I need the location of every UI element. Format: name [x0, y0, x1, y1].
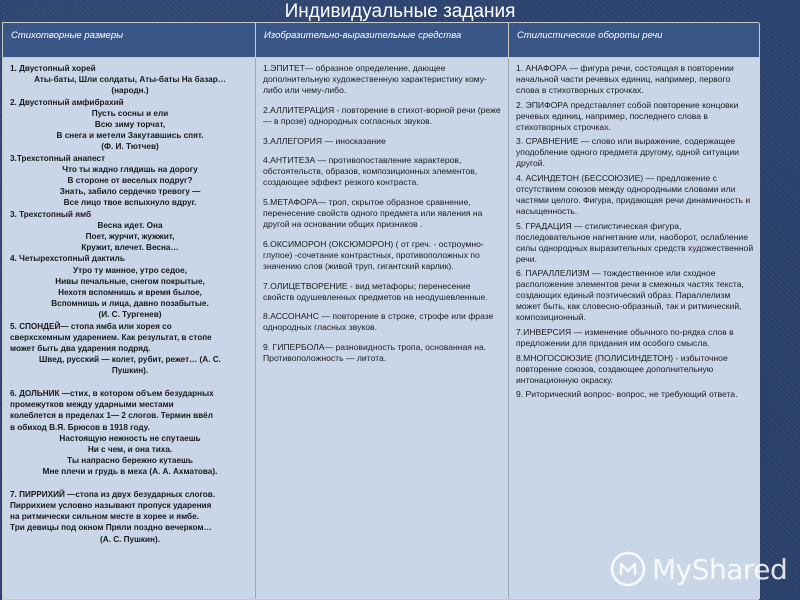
myshared-watermark [610, 538, 800, 600]
meter-line: В снега и метели Закутавшись спят. [56, 131, 204, 141]
meter-line: (И. С. Тургенев) [98, 310, 162, 320]
expressive-means-item: 7.ОЛИЦЕТВОРЕНИЕ - вид метафоры; перенесение свойств одушевленных предметов на неодушевленные. [263, 280, 488, 302]
meter-line: Все лицо твое вспыхнуло вдруг. [63, 198, 197, 208]
meter-line: Нивы печальные, снегом покрытые, [55, 276, 205, 286]
meter-line: может быть два ударения подряд. [10, 344, 151, 354]
stylistic-turn-item: 2. ЭПИФОРА представляет собой повторение концовки речевых единиц, например, последнего слова в стихотворных строчках. [516, 99, 739, 132]
meter-line: Настоящую нежность не спутаешь [59, 433, 201, 443]
meter-line: Знать, забило сердечко тревогу — [59, 187, 201, 197]
meter-line [10, 478, 250, 489]
meter-line: Мне плечи и грудь в меха (А. А. Ахматова). [42, 467, 218, 477]
expressive-means-item: 6.ОКСИМОРОН (ОКСЮМОРОН) ( от греч. - остроумно-глупое) -сочетание контрастных, противоположных по значению слов (живой труп, гигантский карлик). [263, 238, 484, 271]
meter-line: Поет, журчит, жужжит, [85, 232, 175, 242]
meter-line: Вспомнишь и лица, давно позабытые. [51, 299, 209, 309]
meter-line: (А. С. Пушкин). [100, 534, 160, 544]
expressive-means-item: 1.ЭПИТЕТ— образное определение, дающее дополнительную художественную характеристику кому-либо или чему-либо. [263, 63, 487, 95]
meter-line: 6. ДОЛЬНИК —стих, в котором объем безударных [10, 388, 214, 398]
slide-title: Индивидуальные задания [284, 1, 516, 22]
meter-line: Утро ту манное, утро седое, [73, 265, 187, 275]
stylistic-turn-item: 6. ПАРАЛЛЕЛИЗМ — тождественное или сходное расположение элементов речи в смежных частях текста, создающих единый поэтический образ. Параллелизм может быть, как словесно-образный, так и ритмический, композиционный. [516, 268, 744, 323]
header-stylistic-turns: Стилистические обороты речи [509, 23, 760, 58]
meter-line: Ты напрасно бережно кутаешь [67, 456, 193, 466]
meter-line: 7. ПИРРИХИЙ —стопа из двух безударных слогов. [10, 489, 216, 499]
stylistic-turn-item: 4. АСИНДЕТОН (БЕССОЮЗИЕ) — предложение с отсутствием союзов между однородными словами или частями целого. Фигура, придающая речи динамичность и насыщенность. [516, 173, 751, 216]
meter-line: в обиход В.Я. Брюсов в 1918 году. [10, 422, 150, 432]
expressive-means-item: 5.МЕТАФОРА— троп, скрытое образное сравнение, перенесение свойств одного предмета или явления на другой на основании общих признаков . [263, 197, 483, 229]
meter-line: (Ф. И. Тютчев) [101, 142, 159, 152]
stylistic-turn-item: 9. Риторический вопрос- вопрос, не требующий ответа. [516, 389, 738, 400]
column-stylistic-turns [509, 58, 760, 599]
stylistic-turn-item: 5. ГРАДАЦИЯ — стилистическая фигура, последовательное нагнетание или, наоборот, ослабление силы однородных выразительных средств художественной речи. [516, 220, 754, 264]
meter-line: Три девицы под окном Пряли поздно вечерком… [10, 523, 212, 533]
header-expressive-means: Изобразительно-выразительные средства [256, 23, 509, 58]
stylistic-turn-item: 7.ИНВЕРСИЯ — изменение обычного по-рядка слов в предложении для придания им особого смысла. [516, 326, 734, 348]
meter-line: Нехотя вспомнишь и время былое, [58, 288, 202, 298]
expressive-means-item: 8.АССОНАНС — повторение в строке, строфе или фразе однородных гласных звуков. [263, 311, 494, 333]
meter-line: Что ты жадно глядишь на дорогу [62, 164, 198, 174]
header-meters: Стихотворные размеры [3, 23, 256, 58]
meter-line: Всю зиму торчат, [94, 120, 166, 130]
meter-line: Ни с чем, и она тиха. [87, 444, 173, 454]
meter-line: 2. Двустопный амфибрахий [10, 97, 124, 107]
meter-line: 3. Трехстопный ямб [10, 209, 92, 219]
meter-line: Швед, русский — колет, рубит, режет… (А. С. [39, 355, 221, 365]
stylistic-turn-item: 1. АНАФОРА — фигура речи, состоящая в повторении начальной части речевых единиц, например, первого слова в стихотворных строчках. [516, 63, 734, 95]
meter-line: В стороне от веселых подруг? [67, 176, 193, 186]
myshared-logo-icon [610, 551, 646, 587]
meter-line: на ритмически сильном месте в хорее и ямбе. [10, 512, 199, 522]
meter-line: колеблется в пределах 1— 2 слогов. Термин ввёл [10, 411, 213, 421]
meter-line: 4. Четырехстопный дактиль [10, 254, 125, 264]
expressive-means-item: 2.АЛЛИТЕРАЦИЯ - повторение в стихот-ворной речи (реже — в прозе) однородных согласных звуков. [263, 104, 501, 126]
meter-line: (народн.) [111, 86, 149, 96]
meter-line: Пусть сосны и ели [91, 108, 169, 118]
column-expressive-means [256, 58, 509, 599]
expressive-means-item: 3.АЛЛЕГОРИЯ — иносказание [263, 135, 386, 146]
stylistic-turn-item: 3. СРАВНЕНИЕ — слово или выражение, содержащее уподобление одного предмета другому, одной ситуации другой. [516, 136, 739, 169]
stylistic-turn-item: 8.МНОГОСОЮЗИЕ (ПОЛИСИНДЕТОН) - избыточное повторение союзов, создающее дополнительную интонационную окраску. [516, 352, 728, 385]
meter-line: сверхсхемным ударением. Как результат, в стопе [10, 332, 212, 342]
meter-line: 3.Трехстопный анапест [10, 153, 105, 163]
meter-line: Пушкин). [111, 366, 149, 376]
meter-line: промежутков между ударными местами [10, 400, 174, 410]
expressive-means-item: 9. ГИПЕРБОЛА— разновидность тропа, основанная на. Противоположность — литота. [263, 342, 487, 364]
meter-line: 5. СПОНДЕЙ— стопа ямба или хорея со [10, 321, 172, 331]
meter-line: Весна идет. Она [97, 220, 163, 230]
assignments-table [2, 22, 759, 600]
meter-line: 1. Двустопный хорей [10, 64, 96, 73]
watermark-text: MyShared [652, 552, 788, 586]
meter-line: Кружит, влечет. Весна… [81, 243, 179, 253]
meter-line: Пиррихием условно называют пропуск ударения [10, 500, 212, 510]
expressive-means-item: 4.АНТИТЕЗА — противопоставление характеров, обстоятельств, образов, композиционных элементов, создающее эффект резкого контраста. [263, 155, 478, 188]
meter-line: Аты-баты, Шли солдаты, Аты-баты На базар… [34, 75, 226, 85]
column-meters [3, 58, 256, 599]
meter-line [10, 377, 250, 388]
